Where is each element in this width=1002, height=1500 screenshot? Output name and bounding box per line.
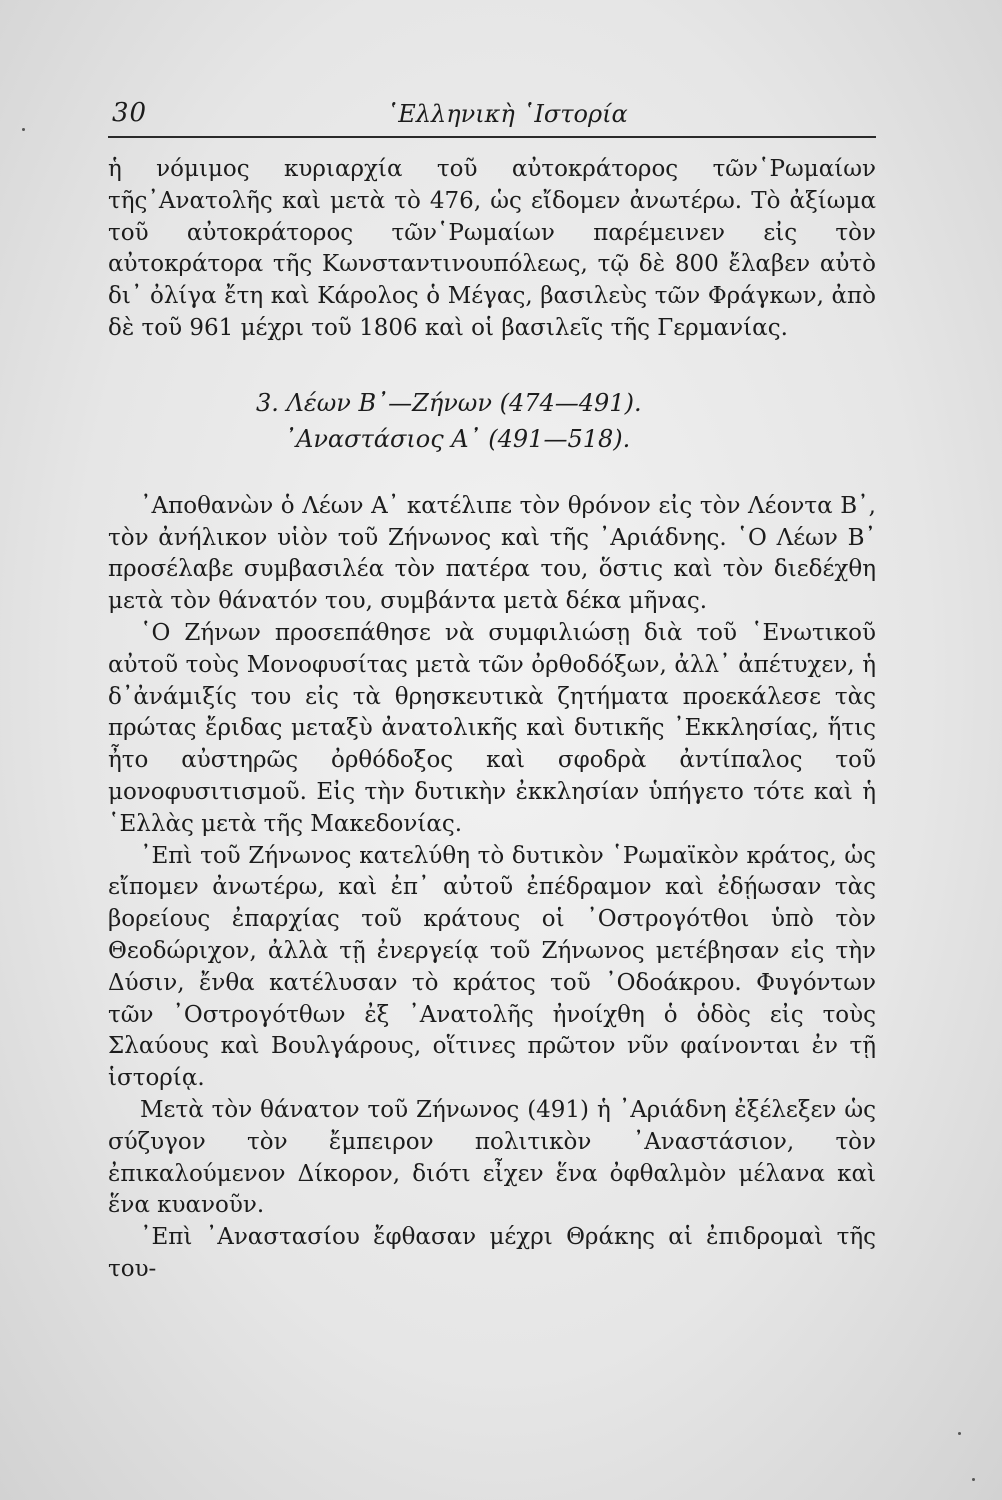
paragraph-henotikon: ῾Ο Ζήνων προσεπάθησε νὰ συμφιλιώσῃ διὰ τοῦ ῾Ενωτικοῦ αὐτοῦ τοὺς Μονοφυσίτας μετὰ τῶν ὀρθοδόξων, ἀλλ᾿ ἀπέτυχεν, ἡ δ᾿ἀνάμιξίς του εἰς τὰ θρησκευτικὰ ζητήματα προεκάλεσε τὰς πρώτας ἔριδας μεταξὺ ἀνατολικῆς καὶ δυτικῆς ᾿Εκκλησίας, ἥτις ἦτο αὐστηρῶς ὀρθόδοξος καὶ σφοδρὰ ἀντίπαλος τοῦ μονοφυσιτισμοῦ. Εἰς τὴν δυτικὴν ἐκκλησίαν ὑπήγετο τότε καὶ ἡ ῾Ελλὰς μετὰ τῆς Μακεδονίας. [108,619,876,837]
body-text [108,154,876,1286]
section-heading [108,385,876,457]
paragraph-leo-death: ᾿Αποθανὼν ὁ Λέων Α᾿ κατέλιπε τὸν θρόνον εἰς τὸν Λέοντα Β᾿, τὸν ἀνήλικον υἱὸν τοῦ Ζήνωνος καὶ τῆς ᾿Αριάδνης. ῾Ο Λέων Β᾿ προσέλαβε συμβασιλέα τὸν πατέρα του, ὅστις καὶ τὸν διεδέχθη μετὰ τὸν θάνατόν του, συμβάντα μετὰ δέκα μῆνας. [108,492,876,615]
paper-speck [22,128,25,131]
paragraph-thrace-raids: ᾿Επὶ ᾿Αναστασίου ἔφθασαν μέχρι Θράκης αἱ ἐπιδρομαὶ τῆς του- [108,1224,876,1282]
page-header [108,96,876,138]
paragraph-anastasius: Μετὰ τὸν θάνατον τοῦ Ζήνωνος (491) ἡ ᾿Αριάδνη ἐξέλεξεν ὡς σύζυγον τὸν ἔμπειρον πολιτικὸν ᾿Αναστάσιον, τὸν ἐπικαλούμενον Δίκορον, διότι εἶχεν ἕνα ὀφθαλμὸν μέλανα καὶ ἕνα κυανοῦν. [108,1096,876,1219]
paper-speck [972,1478,975,1481]
paper-speck [958,1432,961,1435]
section-heading-line-2: ᾿Αναστάσιος Α᾿ (491—518). [284,424,631,453]
paragraph-ostrogoths: ᾿Επὶ τοῦ Ζήνωνος κατελύθη τὸ δυτικὸν ῾Ρωμαϊκὸν κράτος, ὡς εἴπομεν ἀνωτέρω, καὶ ἐπ᾿ αὐτοῦ ἐπέδραμον καὶ ἐδῄωσαν τὰς βορείους ἐπαρχίας τοῦ κράτους οἱ ᾿Οστρογότθοι ὑπὸ τὸν Θεοδώριχον, ἀλλὰ τῇ ἐνεργείᾳ τοῦ Ζήνωνος μετέβησαν εἰς τὴν Δύσιν, ἔνθα κατέλυσαν τὸ κράτος τοῦ ᾿Οδοάκρου. Φυγόντων τῶν ᾿Οστρογότθων ἐξ ᾿Ανατολῆς ἠνοίχθη ὁ ὁδὸς εἰς τοὺς Σλαύους καὶ Βουλγάρους, οἵτινες πρῶτον νῦν φαίνονται ἐν τῇ ἱστορίᾳ. [108,842,876,1092]
section-heading-line-1: 3. Λέων Β᾿—Ζήνων (474—491). [256,388,642,417]
intro-paragraph: ἡ νόμιμος κυριαρχία τοῦ αὐτοκράτορος τῶν῾Ρωμαίων τῆς᾿Ανατολῆς καὶ μετὰ τὸ 476, ὡς εἴδομεν ἀνωτέρω. Τὸ ἀξίωμα τοῦ αὐτοκράτορος τῶν῾Ρωμαίων παρέμεινεν εἰς τὸν αὐτοκράτορα τῆς Κωνσταντινουπόλεως, τῷ δὲ 800 ἔλαβεν αὐτὸ δι᾿ ὀλίγα ἔτη καὶ Κάρολος ὁ Μέγας, βασιλεὺς τῶν Φράγκων, ἀπὸ δὲ τοῦ 961 μέχρι τοῦ 1806 καὶ οἱ βασιλεῖς τῆς Γερμανίας. [108,156,876,341]
page-number: 30 [112,98,148,128]
running-title: ῾Ελληνικὴ ῾Ιστορία [386,100,628,128]
